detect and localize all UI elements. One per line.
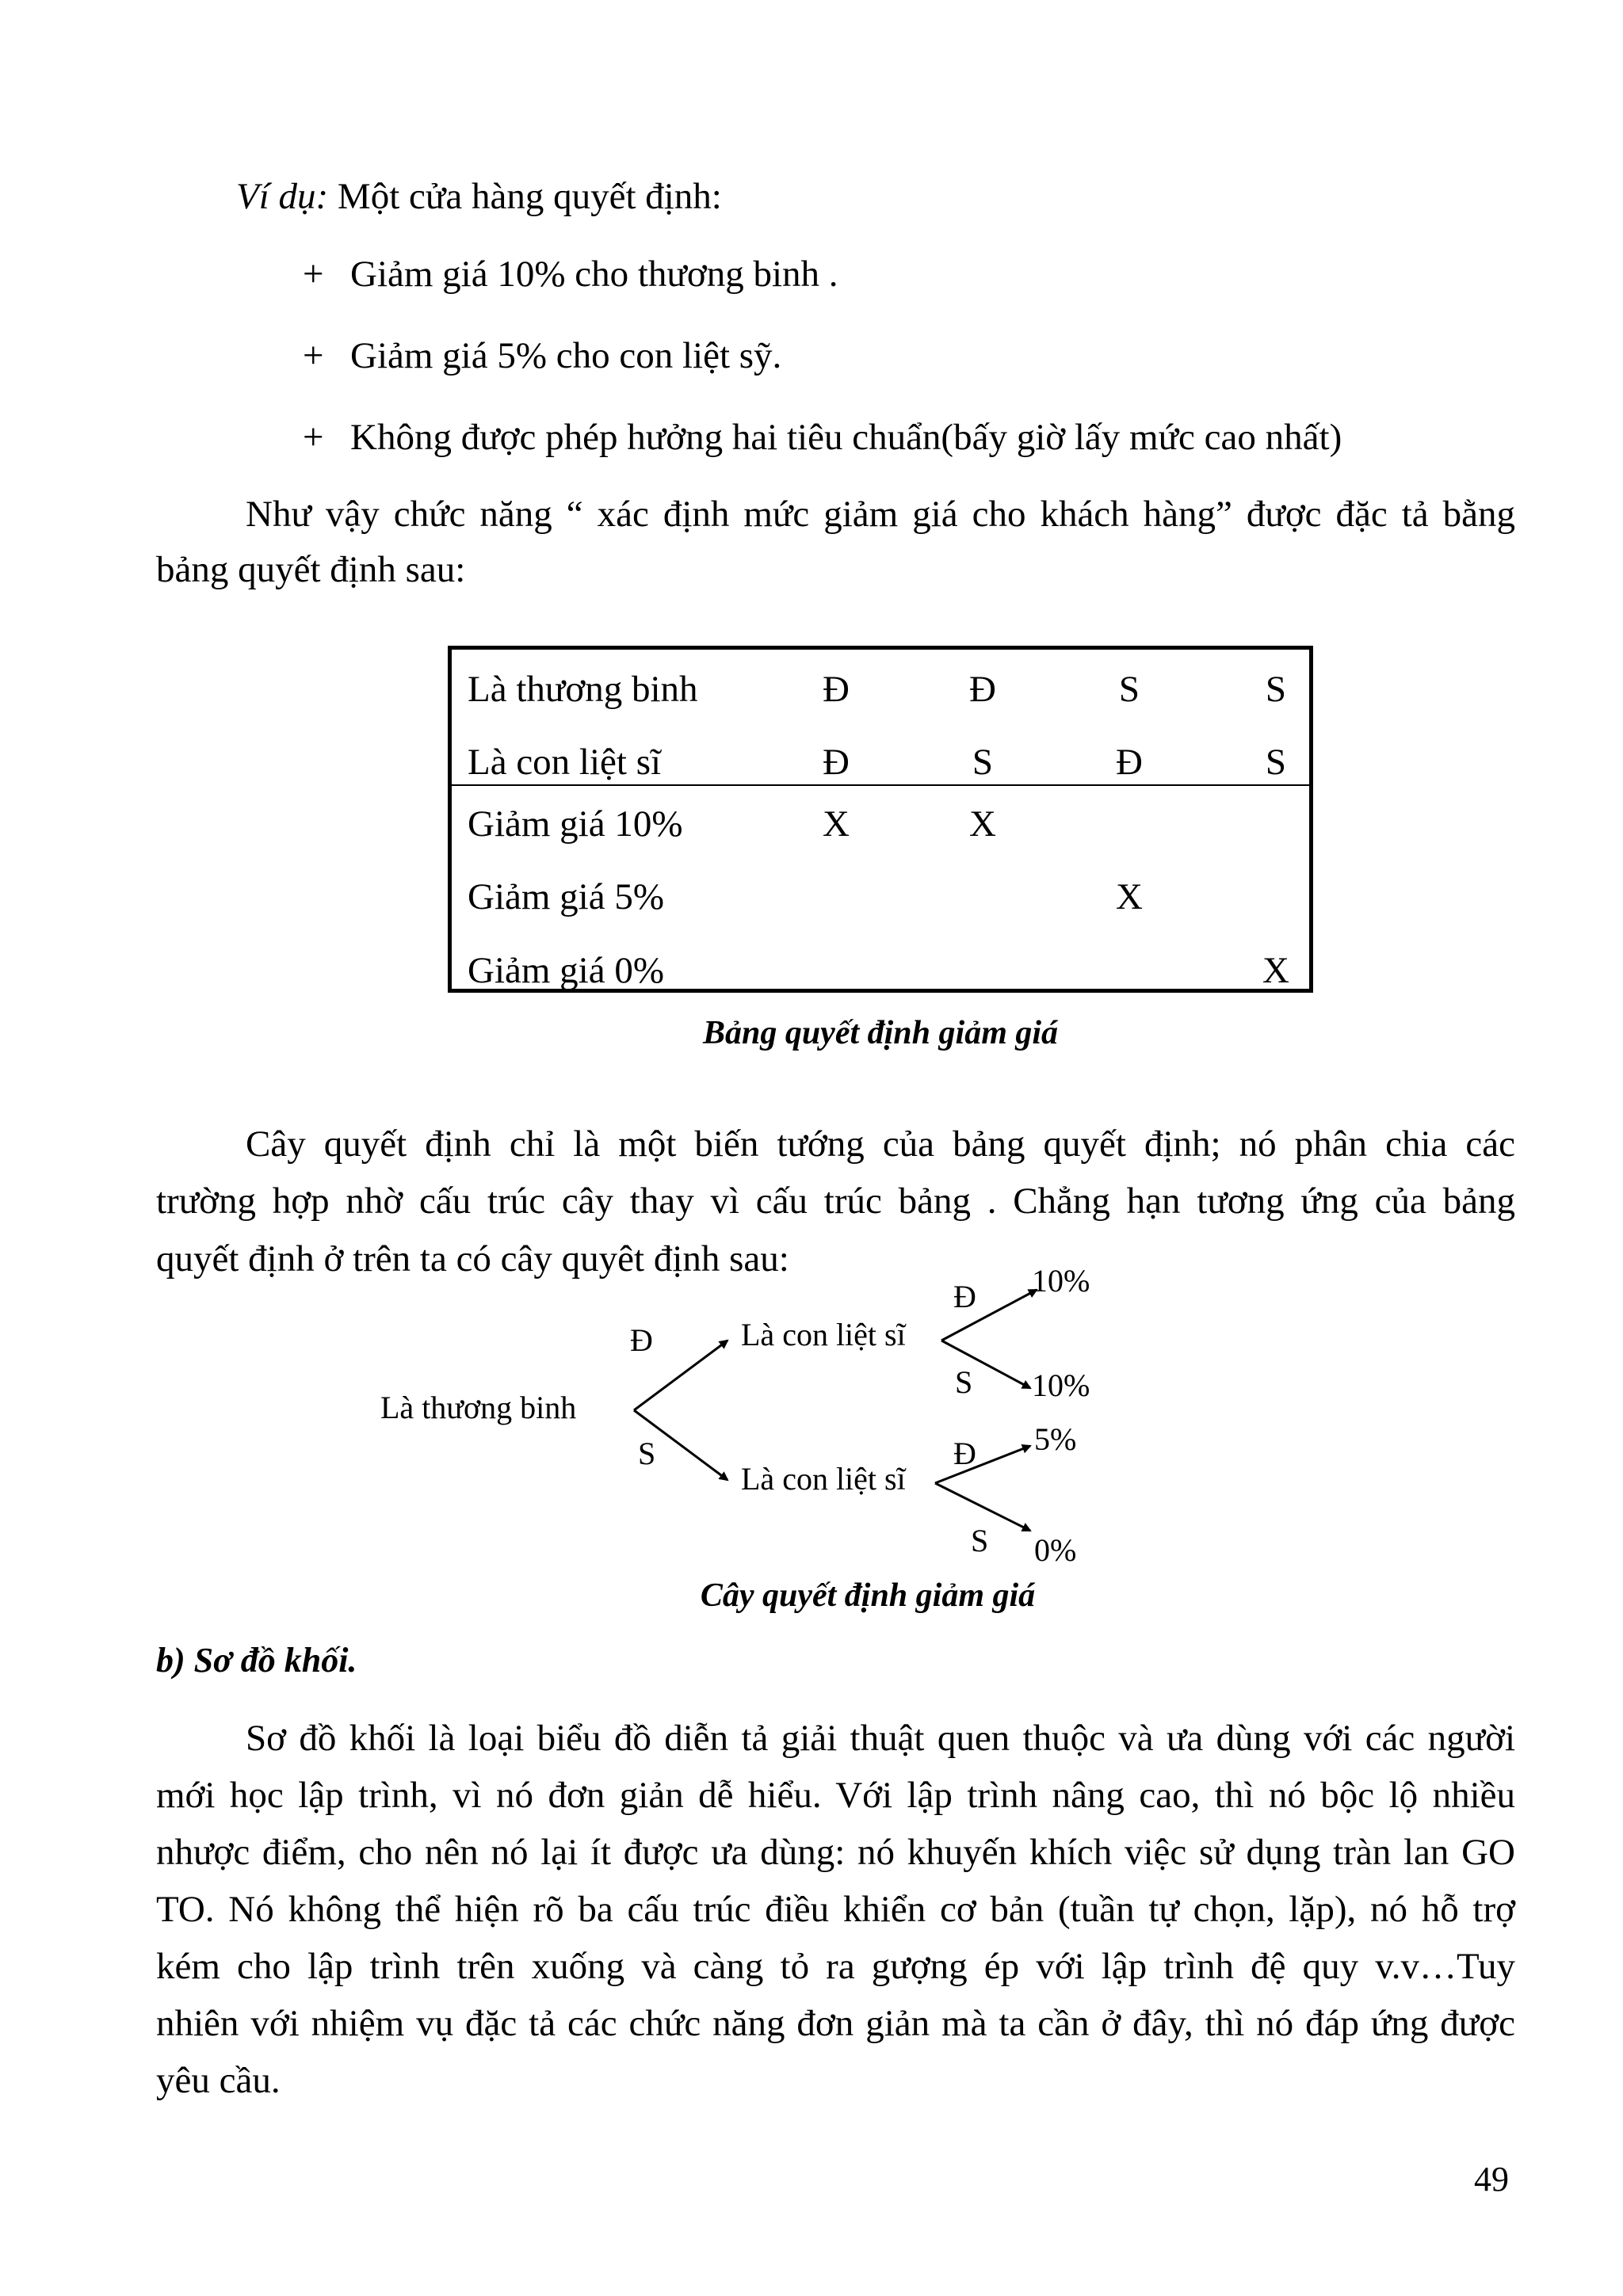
table-cell: X (1116, 876, 1143, 917)
table-cell: S (1265, 742, 1287, 783)
paragraph-line: nhược điểm, cho nên nó lại ít được ưa dùng: nó khuyến khích việc sử dụng tràn lan GO (156, 1832, 1515, 1873)
table-cell: S (1118, 669, 1140, 710)
table-row (452, 873, 1309, 921)
paragraph-line: mới học lập trình, vì nó đơn giản dễ hiểu. Với lập trình nâng cao, thì nó bộc lộ nhiều (156, 1775, 1515, 1816)
branch-label: Đ (630, 1322, 653, 1358)
row-label: Là con liệt sĩ (468, 742, 662, 783)
bullet-item (303, 409, 1342, 466)
table-cell: Đ (1116, 742, 1143, 783)
tree-node: Là con liệt sĩ (741, 1317, 906, 1352)
paragraph-line: TO. Nó không thể hiện rõ ba cấu trúc điều khiển cơ bản (tuần tự chọn, lặp), nó hỗ trợ (156, 1889, 1515, 1930)
page-number: 49 (1474, 2160, 1509, 2199)
bullet-item (303, 327, 781, 384)
table-row (452, 666, 1309, 713)
paragraph-line: quyết định ở trên ta có cây quyêt định sau: (156, 1238, 789, 1280)
example-label: Ví dụ: (236, 176, 329, 217)
paragraph-line: yêu cầu. (156, 2060, 281, 2101)
table-row (452, 800, 1309, 848)
row-label: Giảm giá 0% (468, 950, 664, 991)
row-label: Là thương binh (468, 669, 698, 710)
tree-leaf: 0% (1034, 1532, 1077, 1568)
branch-label: Đ (953, 1436, 976, 1471)
bullet-mark: + (303, 417, 324, 458)
row-label: Giảm giá 5% (468, 876, 664, 917)
tree-leaf: 10% (1032, 1367, 1090, 1403)
row-label: Giảm giá 10% (468, 803, 683, 845)
paragraph-line: trường hợp nhờ cấu trúc cây thay vì cấu trúc bảng . Chẳng hạn tương ứng của bảng (156, 1180, 1515, 1222)
branch-label: Đ (953, 1279, 976, 1314)
tree-node: Là con liệt sĩ (741, 1461, 906, 1497)
bullet-text: Giảm giá 5% cho con liệt sỹ. (350, 335, 782, 376)
table-cell: Đ (823, 669, 850, 710)
bullet-mark: + (303, 254, 324, 295)
table-cell: X (823, 803, 850, 845)
table-cell: S (972, 742, 994, 783)
bullet-item (303, 246, 838, 303)
table-row (452, 738, 1309, 786)
tree-root: Là thương binh (380, 1390, 577, 1425)
branch-label: S (638, 1436, 656, 1471)
decision-table (448, 646, 1313, 993)
table-cell: X (969, 803, 996, 845)
example-text: Một cửa hàng quyết định: (328, 176, 722, 217)
table-row (452, 947, 1309, 994)
tree-leaf: 5% (1034, 1421, 1077, 1457)
bullet-text: Không được phép hưởng hai tiêu chuẩn(bấy giờ lấy mức cao nhất) (350, 417, 1342, 458)
table-cell: Đ (823, 742, 850, 783)
paragraph-line: kém cho lập trình trên xuống và càng tỏ ra gượng ép với lập trình đệ quy v.v…Tuy (156, 1946, 1515, 1987)
bullet-text: Giảm giá 10% cho thương binh . (350, 254, 838, 295)
example-line (236, 168, 722, 225)
branch-label: S (955, 1364, 973, 1400)
paragraph-line: Sơ đồ khối là loại biểu đồ diễn tả giải thuật quen thuộc và ưa dùng với các người (246, 1718, 1515, 1759)
table-cell: X (1262, 950, 1289, 991)
paragraph-line: nhiên với nhiệm vụ đặc tả các chức năng đơn giản mà ta cần ở đây, thì nó đáp ứng được (156, 2003, 1515, 2044)
branch-label: S (971, 1523, 989, 1558)
table-cell: Đ (969, 669, 996, 710)
table-caption: Bảng quyết định giảm giá (702, 1015, 1059, 1051)
decision-tree-diagram (0, 1260, 1623, 1585)
table-cell: S (1265, 669, 1287, 710)
bullet-mark: + (303, 335, 324, 376)
paragraph-line: Cây quyết định chỉ là một biến tướng của bảng quyết định; nó phân chia các (246, 1123, 1515, 1165)
paragraph-line: bảng quyết định sau: (156, 549, 466, 590)
tree-caption: Cây quyết định giảm giá (700, 1577, 1036, 1614)
section-heading: b) Sơ đồ khối. (156, 1641, 357, 1680)
paragraph-line: Như vậy chức năng “ xác định mức giảm giá cho khách hàng” được đặc tả bằng (246, 494, 1515, 535)
tree-edge (935, 1446, 1030, 1483)
tree-leaf: 10% (1032, 1263, 1090, 1299)
